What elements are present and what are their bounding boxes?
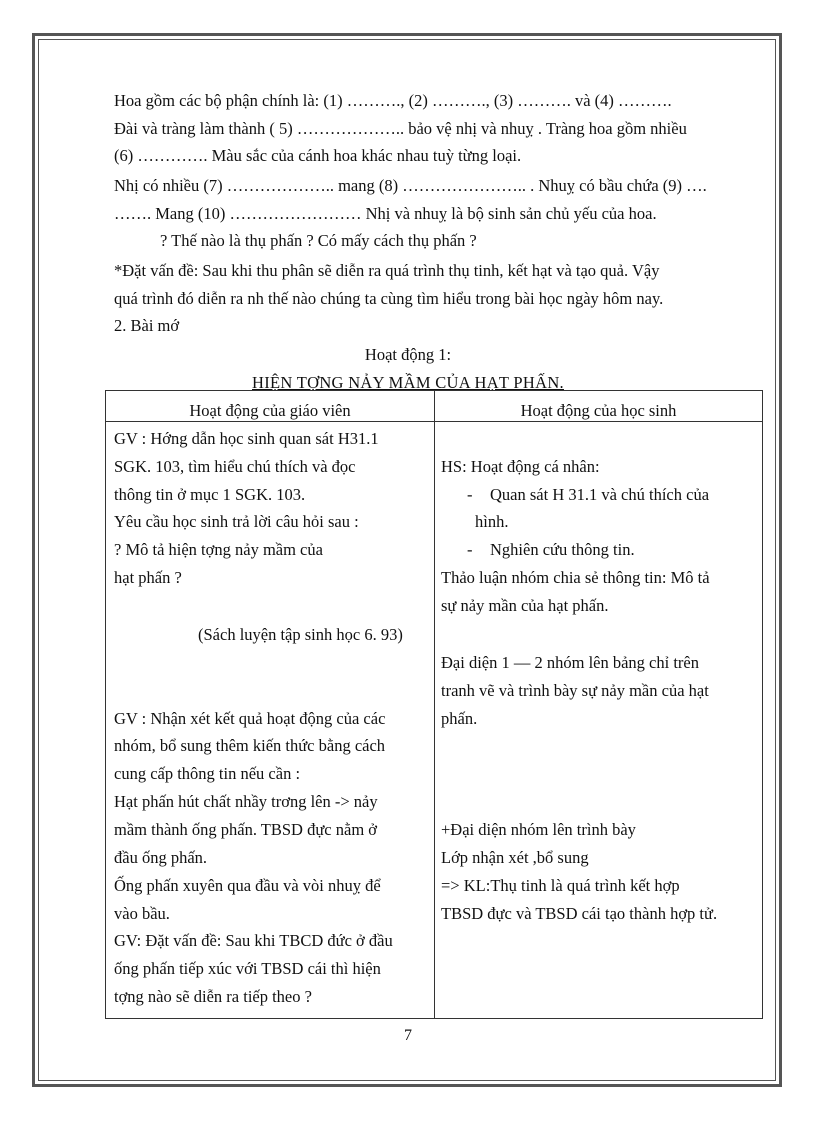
intro-line-3: (6) …………. Màu sắc của cánh hoa khác nhau tuỳ từng loại. xyxy=(114,146,522,165)
student-line: Lớp nhận xét ,bổ sung xyxy=(441,848,589,867)
teacher-line: GV: Đặt vấn đề: Sau khi TBCD đức ở đầu xyxy=(114,931,393,950)
teacher-line: thông tin ở mục 1 SGK. 103. xyxy=(114,485,306,504)
student-line: => KL:Thụ tinh là quá trình kết hợp xyxy=(441,876,680,895)
student-line: HS: Hoạt động cá nhân: xyxy=(441,457,600,476)
teacher-line: nhóm, bổ sung thêm kiến thức bằng cách xyxy=(114,736,386,755)
teacher-line: đầu ống phấn. xyxy=(114,848,208,867)
teacher-line: GV : Hớng dẫn học sinh quan sát H31.1 xyxy=(114,429,379,448)
teacher-line: Hạt phấn hút chất nhầy trơng lên -> nảy xyxy=(114,792,378,811)
teacher-line: GV : Nhận xét kết quả hoạt động của các xyxy=(114,709,386,728)
teacher-line: cung cấp thông tin nếu cần : xyxy=(114,764,301,783)
student-line: Quan sát H 31.1 và chú thích của xyxy=(490,485,710,504)
student-line: sự nảy mần của hạt phấn. xyxy=(441,596,609,615)
problem-statement-line-2: quá trình đó diễn ra nh thế nào chúng ta cùng tìm hiểu trong bài học ngày hôm nay. xyxy=(114,289,664,308)
intro-line-4: Nhị có nhiều (7) ……………….. mang (8) ………………….. . Nhuỵ có bầu chứa (9) …. xyxy=(114,176,707,195)
student-column-header: Hoạt động của học sinh xyxy=(435,391,763,422)
teacher-line: ống phấn tiếp xúc với TBSD cái thì hiện xyxy=(114,959,381,978)
bullet-dash: - xyxy=(467,485,473,504)
activity-label: Hoạt động 1: xyxy=(364,345,452,364)
teacher-cell xyxy=(106,422,435,1019)
bullet-dash: - xyxy=(467,540,473,559)
teacher-column-header: Hoạt động của giáo viên xyxy=(106,391,435,422)
activity-title: HIỆN TỢNG NẢY MẦM CỦA HẠT PHẤN. xyxy=(252,373,564,392)
new-lesson-heading: 2. Bài mớ xyxy=(114,316,180,335)
teacher-line: mầm thành ống phấn. TBSD đực nằm ở xyxy=(114,820,378,839)
teacher-line: hạt phấn ? xyxy=(114,568,182,587)
question-line: ? Thế nào là thụ phấn ? Có mấy cách thụ phấn ? xyxy=(160,231,477,250)
teacher-line: Yêu cầu học sinh trả lời câu hỏi sau : xyxy=(114,512,359,531)
intro-line-5: ……. Mang (10) …………………… Nhị và nhuỵ là bộ sinh sản chủ yếu của hoa. xyxy=(114,204,657,223)
problem-statement-line-1: *Đặt vấn đề: Sau khi thu phân sẽ diễn ra quá trình thụ tinh, kết hạt và tạo quả. Vậy xyxy=(114,261,660,280)
teacher-line: tợng nào sẽ diễn ra tiếp theo ? xyxy=(114,987,312,1006)
student-line: Nghiên cứu thông tin. xyxy=(490,540,635,559)
teacher-reference: (Sách luyện tập sinh học 6. 93) xyxy=(198,625,403,644)
intro-line-2: Đài và tràng làm thành ( 5) ……………….. bảo vệ nhị và nhuỵ . Tràng hoa gồm nhiều xyxy=(114,119,687,138)
teacher-line: vào bầu. xyxy=(114,904,170,923)
student-line: tranh vẽ và trình bày sự nảy mần của hạt xyxy=(441,681,709,700)
page-number: 7 xyxy=(404,1027,412,1044)
intro-line-1: Hoa gồm các bộ phận chính là: (1) ………., (2) ………., (3) ………. và (4) ………. xyxy=(114,91,672,110)
student-line: Đại diện 1 — 2 nhóm lên bảng chỉ trên xyxy=(441,653,699,672)
student-cell xyxy=(435,422,763,1019)
activity-table xyxy=(105,390,763,1019)
student-line: hình. xyxy=(475,512,509,531)
student-line: Thảo luận nhóm chia sẻ thông tin: Mô tả xyxy=(441,568,710,587)
student-line: phấn. xyxy=(441,709,478,728)
student-line: +Đại diện nhóm lên trình bày xyxy=(441,820,636,839)
teacher-line: ? Mô tả hiện tợng nảy mầm của xyxy=(114,540,323,559)
teacher-line: SGK. 103, tìm hiểu chú thích và đọc xyxy=(114,457,356,476)
teacher-line: Ống phấn xuyên qua đầu và vòi nhuỵ để xyxy=(114,876,381,895)
student-line: TBSD đực và TBSD cái tạo thành hợp tử. xyxy=(441,904,718,923)
